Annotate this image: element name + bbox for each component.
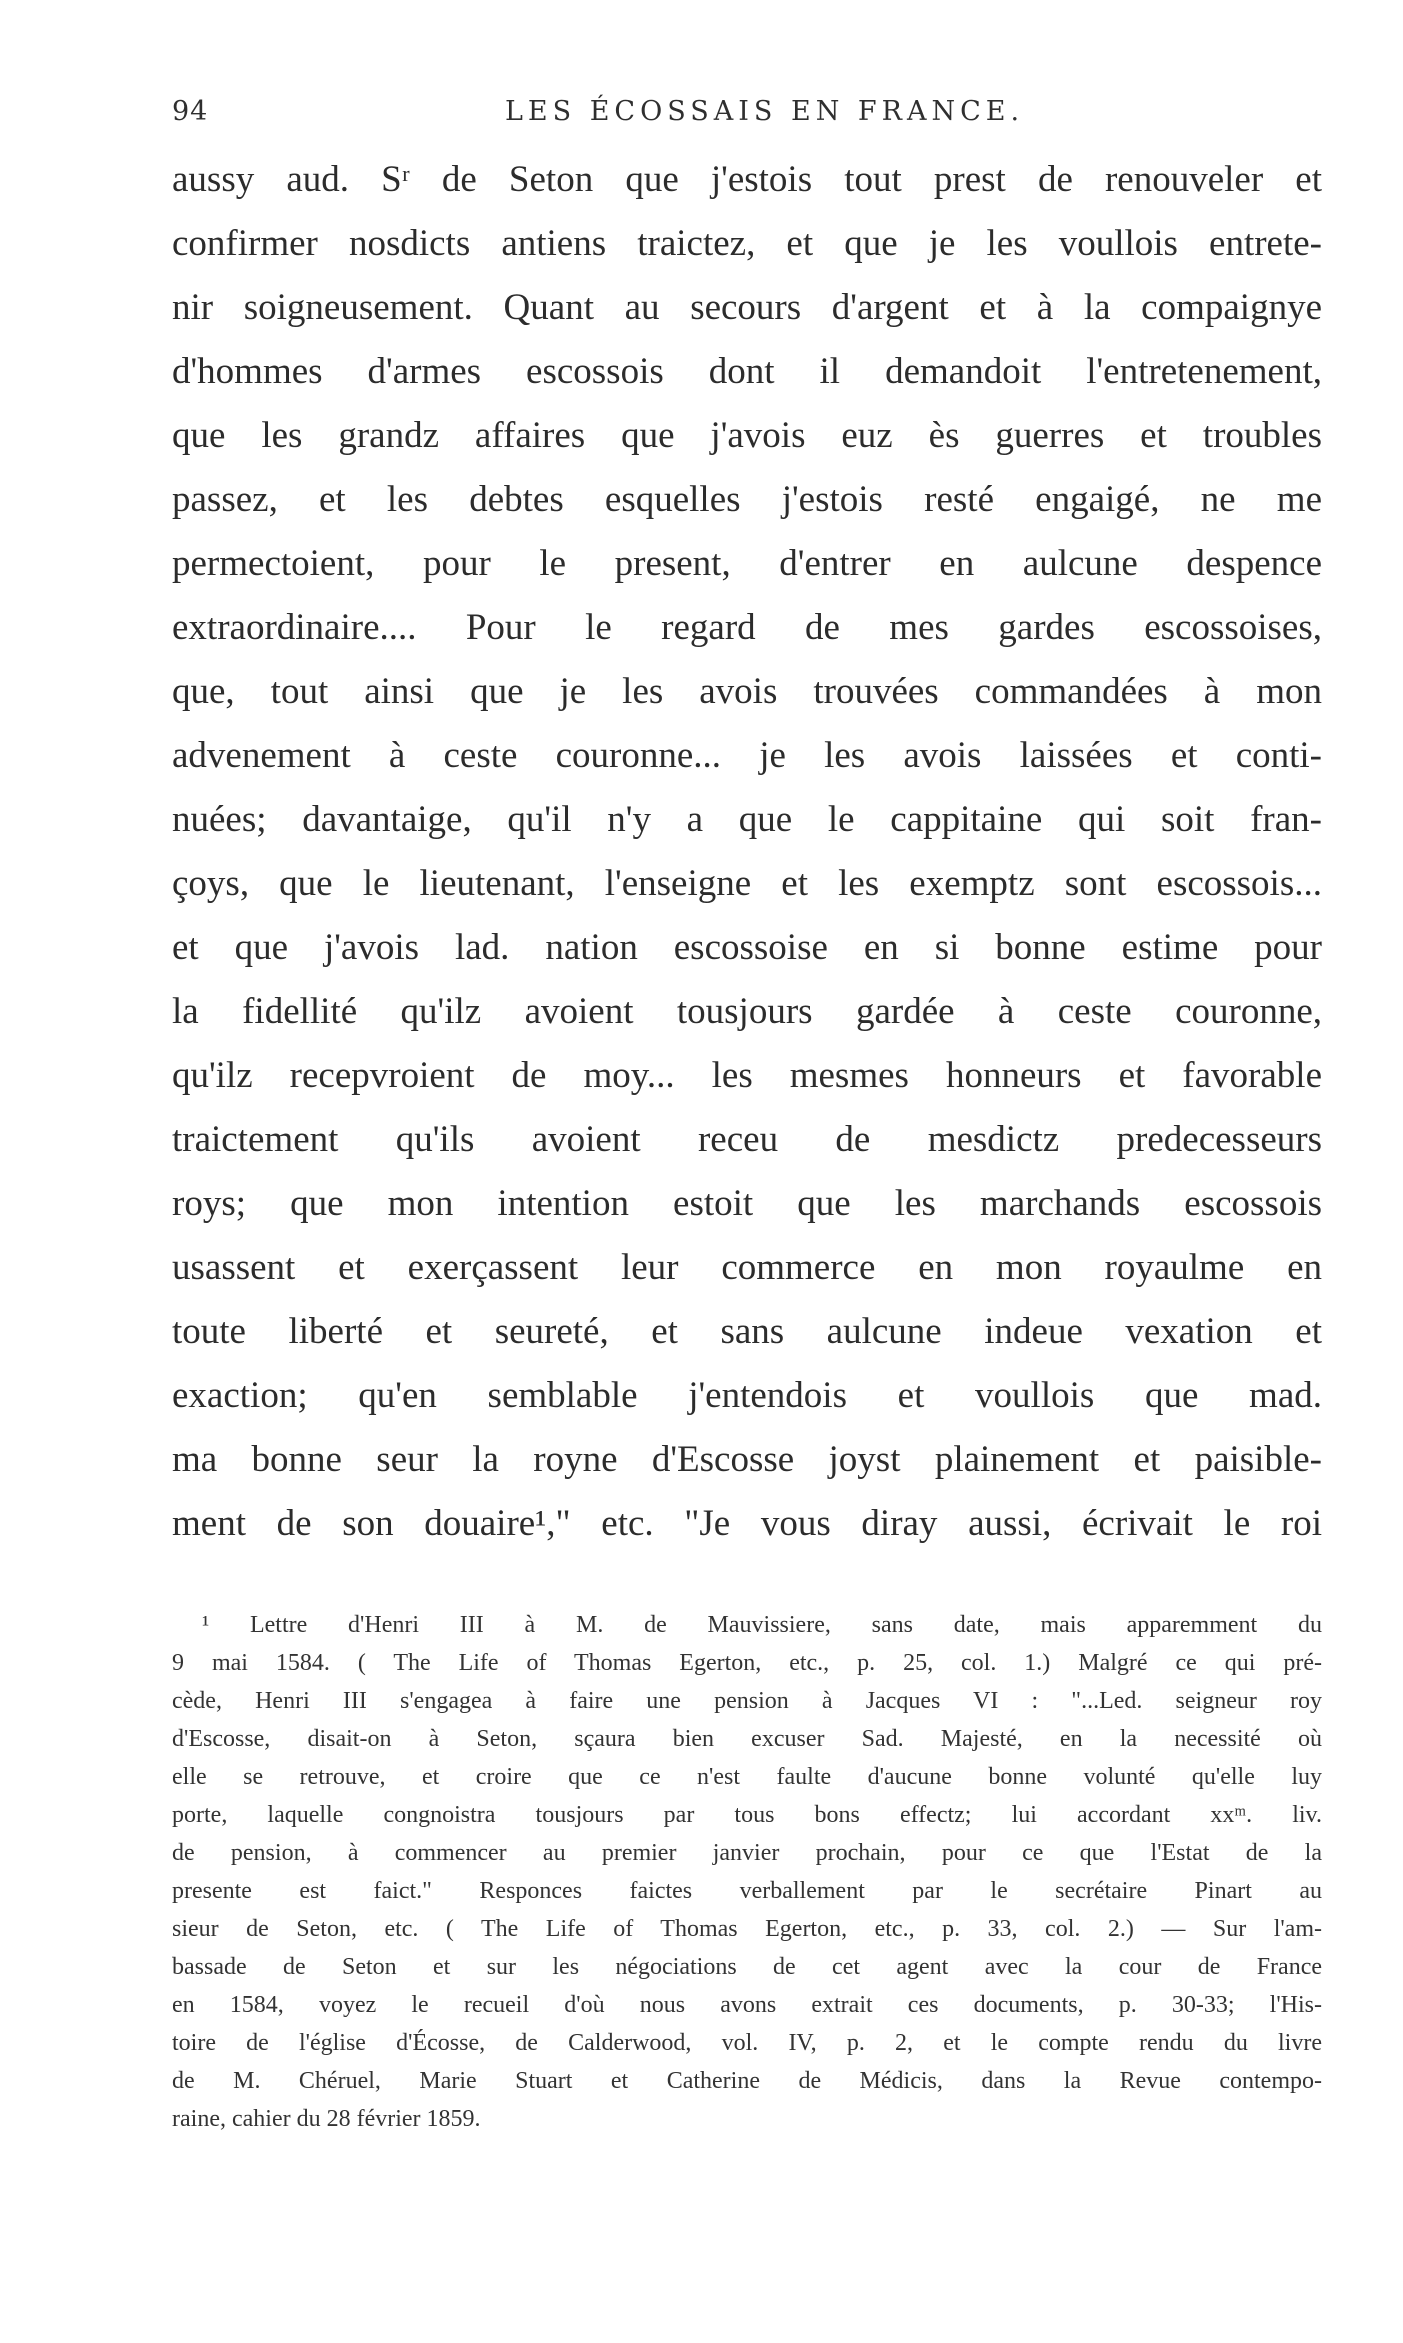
footnote-block bbox=[172, 1606, 1322, 2138]
text-line: que les grandz affaires que j'avois euz ès guerres et troubles bbox=[172, 415, 1322, 456]
text-line: passez, et les debtes esquelles j'estois resté engaigé, ne me bbox=[172, 479, 1322, 520]
footnote-line: bassade de Seton et sur les négociations de cet agent avec la cour de France bbox=[172, 1954, 1322, 1980]
text-line: ment de son douaire¹," etc. "Je vous diray aussi, écrivait le roi bbox=[172, 1503, 1322, 1544]
text-line: usassent et exerçassent leur commerce en mon royaulme en bbox=[172, 1247, 1322, 1288]
text-line: toute liberté et seureté, et sans aulcune indeue vexation et bbox=[172, 1311, 1322, 1352]
footnote-line: presente est faict." Responces faictes verballement par le secrétaire Pinart au bbox=[172, 1878, 1322, 1904]
page-header bbox=[172, 96, 1322, 146]
text-line: exaction; qu'en semblable j'entendois et voullois que mad. bbox=[172, 1375, 1322, 1416]
footnote-line: cède, Henri III s'engagea à faire une pension à Jacques VI : "...Led. seigneur roy bbox=[172, 1688, 1322, 1714]
text-line: d'hommes d'armes escossois dont il demandoit l'entretenement, bbox=[172, 351, 1322, 392]
footnote-line: toire de l'église d'Écosse, de Calderwood, vol. IV, p. 2, et le compte rendu du livre bbox=[172, 2030, 1322, 2056]
footnote-line: de pension, à commencer au premier janvier prochain, pour ce que l'Estat de la bbox=[172, 1840, 1322, 1866]
footnote-line: en 1584, voyez le recueil d'où nous avons extrait ces documents, p. 30-33; l'His- bbox=[172, 1992, 1322, 2018]
text-line: roys; que mon intention estoit que les marchands escossois bbox=[172, 1183, 1322, 1224]
footnote-line: porte, laquelle congnoistra tousjours par tous bons effectz; lui accordant xxᵐ. liv. bbox=[172, 1802, 1322, 1828]
text-line: confirmer nosdicts antiens traictez, et que je les voullois entrete- bbox=[172, 223, 1322, 264]
footnote-line: elle se retrouve, et croire que ce n'est faulte d'aucune bonne volunté qu'elle luy bbox=[172, 1764, 1322, 1790]
text-line: que, tout ainsi que je les avois trouvées commandées à mon bbox=[172, 671, 1322, 712]
text-line: nuées; davantaige, qu'il n'y a que le cappitaine qui soit fran- bbox=[172, 799, 1322, 840]
running-title: LES ÉCOSSAIS EN FRANCE. bbox=[505, 96, 1025, 127]
footnote-line: sieur de Seton, etc. ( The Life of Thomas Egerton, etc., p. 33, col. 2.) — Sur l'am- bbox=[172, 1916, 1322, 1942]
text-line: advenement à ceste couronne... je les avois laissées et conti- bbox=[172, 735, 1322, 776]
text-line: aussy aud. Sʳ de Seton que j'estois tout prest de renouveler et bbox=[172, 159, 1322, 200]
text-line: et que j'avois lad. nation escossoise en si bonne estime pour bbox=[172, 927, 1322, 968]
text-line: nir soigneusement. Quant au secours d'argent et à la compaignye bbox=[172, 287, 1322, 328]
text-line: qu'ilz recepvroient de moy... les mesmes honneurs et favorable bbox=[172, 1055, 1322, 1096]
footnote-line: de M. Chéruel, Marie Stuart et Catherine de Médicis, dans la Revue contempo- bbox=[172, 2068, 1322, 2094]
page-number: 94 bbox=[172, 96, 209, 127]
footnote-line: ¹ Lettre d'Henri III à M. de Mauvissiere, sans date, mais apparemment du bbox=[202, 1612, 1322, 1638]
main-text bbox=[172, 148, 1322, 1556]
text-line: traictement qu'ils avoient receu de mesdictz predecesseurs bbox=[172, 1119, 1322, 1160]
text-line: extraordinaire.... Pour le regard de mes gardes escossoises, bbox=[172, 607, 1322, 648]
text-line: ma bonne seur la royne d'Escosse joyst plainement et paisible- bbox=[172, 1439, 1322, 1480]
footnote-line: d'Escosse, disait-on à Seton, sçaura bien excuser Sad. Majesté, en la necessité où bbox=[172, 1726, 1322, 1752]
footnote-line: raine, cahier du 28 février 1859. bbox=[172, 2106, 481, 2132]
footnote-line: 9 mai 1584. ( The Life of Thomas Egerton, etc., p. 25, col. 1.) Malgré ce qui pré- bbox=[172, 1650, 1322, 1676]
text-line: çoys, que le lieutenant, l'enseigne et les exemptz sont escossois... bbox=[172, 863, 1322, 904]
text-line: permectoient, pour le present, d'entrer en aulcune despence bbox=[172, 543, 1322, 584]
text-line: la fidellité qu'ilz avoient tousjours gardée à ceste couronne, bbox=[172, 991, 1322, 1032]
